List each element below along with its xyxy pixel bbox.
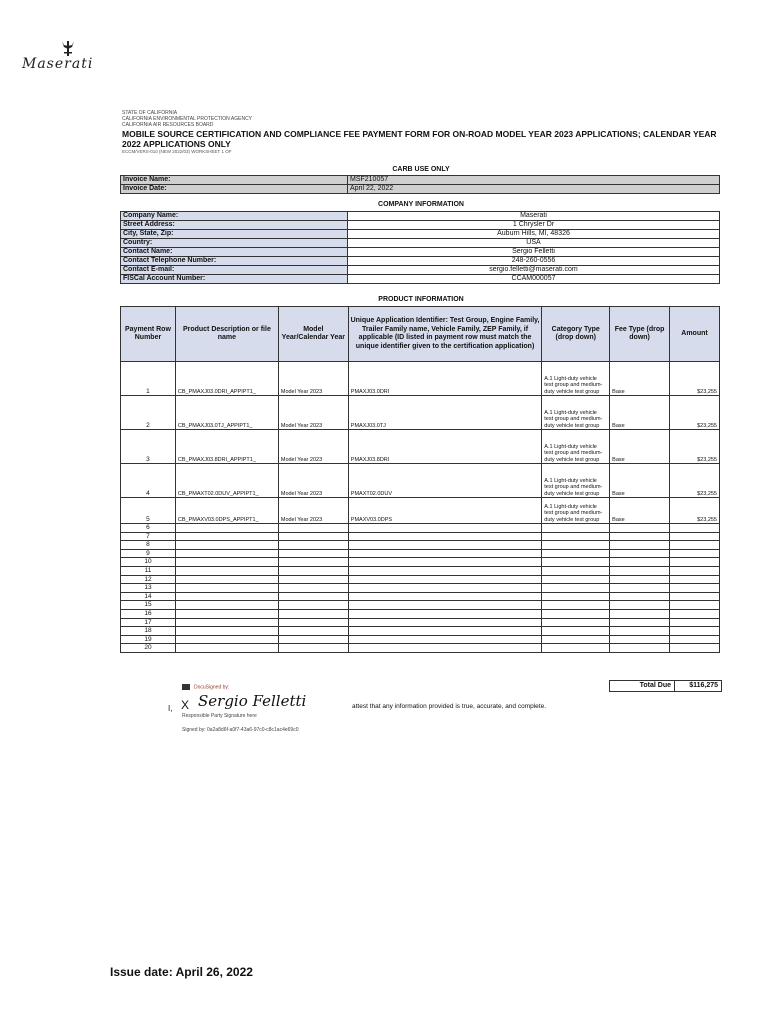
table-cell	[542, 601, 610, 610]
field-value: Sergio Felletti	[348, 248, 720, 257]
column-header: Model Year/Calendar Year	[278, 307, 348, 362]
docusign-text: DocuSigned by:	[194, 684, 230, 691]
field-label: Country:	[121, 239, 348, 248]
table-row	[121, 532, 720, 541]
table-cell: Base	[610, 498, 670, 524]
table-cell	[542, 524, 610, 533]
table-cell	[175, 601, 278, 610]
table-row	[121, 498, 720, 524]
table-cell	[670, 541, 720, 550]
table-cell: 14	[121, 592, 176, 601]
table-cell: Model Year 2023	[278, 362, 348, 396]
table-row	[121, 592, 720, 601]
field-label: City, State, Zip:	[121, 230, 348, 239]
table-cell	[175, 532, 278, 541]
table-cell	[670, 558, 720, 567]
table-cell	[542, 627, 610, 636]
table-cell	[278, 627, 348, 636]
table-cell: 3	[121, 430, 176, 464]
table-cell	[610, 627, 670, 636]
table-cell	[278, 609, 348, 618]
total-label: Total Due	[609, 680, 675, 692]
table-cell	[348, 566, 542, 575]
table-row	[121, 575, 720, 584]
table-cell: 13	[121, 584, 176, 593]
table-cell	[278, 524, 348, 533]
table-cell: Model Year 2023	[278, 498, 348, 524]
table-cell: CB_PMAXJ03.0TJ_APPIPT1_	[175, 396, 278, 430]
table-cell: 8	[121, 541, 176, 550]
table-cell	[610, 592, 670, 601]
table-cell: 2	[121, 396, 176, 430]
table-cell	[670, 584, 720, 593]
sign-x: X	[181, 698, 190, 712]
table-row	[121, 396, 720, 430]
table-cell	[670, 601, 720, 610]
table-cell	[348, 584, 542, 593]
column-header: Unique Application Identifier: Test Group, Engine Family, Trailer Family name, Vehicle Family, ZEP Family, if applicable (ID listed in payment row must match the unique identifier given to the certification application)	[348, 307, 542, 362]
field-value: MSF210057	[348, 176, 720, 185]
table-cell	[278, 575, 348, 584]
docusign-icon	[182, 684, 190, 690]
signed-by-id: Signed by: 0a2a8d6f-a0f7-43a6-97c0-c8c1ac4e69c0	[182, 727, 299, 733]
table-cell	[278, 558, 348, 567]
table-cell	[175, 549, 278, 558]
table-cell	[278, 549, 348, 558]
table-cell	[610, 566, 670, 575]
table-cell	[348, 524, 542, 533]
field-value: CCAM000057	[348, 275, 720, 284]
table-cell	[610, 558, 670, 567]
total-value: $116,275	[674, 680, 722, 692]
table-cell	[175, 592, 278, 601]
table-cell	[175, 609, 278, 618]
table-cell	[542, 584, 610, 593]
table-cell	[175, 566, 278, 575]
table-cell	[348, 627, 542, 636]
table-cell	[175, 584, 278, 593]
table-cell	[670, 627, 720, 636]
table-cell: Base	[610, 396, 670, 430]
table-cell: A.1 Light-duty vehicle test group and medium-duty vehicle test group	[542, 430, 610, 464]
field-label: Invoice Date:	[121, 185, 348, 194]
table-cell	[610, 549, 670, 558]
table-cell: CB_PMAXT02.0DUV_APPIPT1_	[175, 464, 278, 498]
table-cell	[542, 566, 610, 575]
field-label: Contact E-mail:	[121, 266, 348, 275]
field-label: Company Name:	[121, 212, 348, 221]
table-row	[121, 176, 720, 185]
table-cell	[348, 644, 542, 653]
table-cell: Model Year 2023	[278, 464, 348, 498]
table-row	[121, 221, 720, 230]
table-cell: 7	[121, 532, 176, 541]
logo-wordmark: Maserati	[22, 56, 94, 72]
table-cell	[610, 541, 670, 550]
table-cell	[542, 541, 610, 550]
field-value: Auburn Hills, MI, 48326	[348, 230, 720, 239]
table-row	[121, 464, 720, 498]
table-cell: $23,255	[670, 362, 720, 396]
table-cell	[348, 601, 542, 610]
column-header: Category Type (drop down)	[542, 307, 610, 362]
table-cell: CB_PMAXJ03.0DRI_APPIPT1_	[175, 362, 278, 396]
table-cell: 15	[121, 601, 176, 610]
table-row	[121, 584, 720, 593]
table-row	[121, 601, 720, 610]
table-cell: CB_PMAXV03.0DPS_APPIPT1_	[175, 498, 278, 524]
table-cell: A.1 Light-duty vehicle test group and medium-duty vehicle test group	[542, 498, 610, 524]
responsible-party-label: Responsible Party Signature here	[182, 713, 257, 719]
table-cell: PMAXJ03.0TJ	[348, 396, 542, 430]
table-row	[121, 558, 720, 567]
table-cell	[278, 635, 348, 644]
table-row	[121, 212, 720, 221]
table-cell: 18	[121, 627, 176, 636]
table-cell	[542, 592, 610, 601]
product-table-body	[121, 362, 720, 653]
agency-line: CALIFORNIA AIR RESOURCES BOARD	[122, 122, 214, 128]
table-row	[121, 430, 720, 464]
attest-text: attest that any information provided is true, accurate, and complete.	[352, 703, 547, 710]
table-cell	[278, 601, 348, 610]
table-row	[121, 230, 720, 239]
table-cell: A.1 Light-duty vehicle test group and medium-duty vehicle test group	[542, 396, 610, 430]
table-cell: PMAXV03.0DPS	[348, 498, 542, 524]
table-cell: Base	[610, 362, 670, 396]
table-cell	[175, 644, 278, 653]
table-cell	[542, 558, 610, 567]
table-cell	[610, 584, 670, 593]
table-cell: 6	[121, 524, 176, 533]
table-cell: 19	[121, 635, 176, 644]
table-cell: 17	[121, 618, 176, 627]
form-header	[122, 110, 722, 155]
table-cell	[348, 558, 542, 567]
table-row	[121, 566, 720, 575]
table-cell	[278, 566, 348, 575]
product-table	[120, 306, 720, 653]
table-cell	[670, 635, 720, 644]
handwritten-signature: Sergio Felletti	[198, 692, 307, 710]
table-cell	[670, 566, 720, 575]
table-cell	[670, 524, 720, 533]
table-cell: 10	[121, 558, 176, 567]
maserati-logo	[22, 38, 114, 74]
table-cell	[175, 575, 278, 584]
table-cell: Base	[610, 464, 670, 498]
field-value: sergio.felletti@maserati.com	[348, 266, 720, 275]
trident-icon	[22, 38, 114, 58]
table-header-row	[121, 307, 720, 362]
table-row	[121, 257, 720, 266]
table-cell	[670, 644, 720, 653]
table-row	[121, 524, 720, 533]
i-text: I,	[168, 704, 173, 713]
table-cell	[610, 575, 670, 584]
table-cell: 16	[121, 609, 176, 618]
table-cell: 1	[121, 362, 176, 396]
column-header: Amount	[670, 307, 720, 362]
table-cell	[175, 558, 278, 567]
table-cell	[542, 635, 610, 644]
column-header: Product Description or file name	[175, 307, 278, 362]
field-value: 1 Chrysler Dr	[348, 221, 720, 230]
table-cell: PMAXJ03.8DRI	[348, 430, 542, 464]
table-cell	[542, 644, 610, 653]
table-cell	[542, 575, 610, 584]
field-value: Maserati	[348, 212, 720, 221]
field-label: FISCal Account Number:	[121, 275, 348, 284]
table-cell	[348, 549, 542, 558]
field-label: Contact Telephone Number:	[121, 257, 348, 266]
table-cell	[542, 532, 610, 541]
table-cell	[610, 601, 670, 610]
table-cell: A.1 Light-duty vehicle test group and medium-duty vehicle test group	[542, 464, 610, 498]
table-row	[121, 239, 720, 248]
form-code: ECCM/VERS-010 (NEW 2022/03) WORKSHEET 1 OF	[122, 149, 232, 154]
table-row	[121, 185, 720, 194]
table-row	[121, 549, 720, 558]
table-cell	[278, 584, 348, 593]
table-row	[121, 627, 720, 636]
field-label: Contact Name:	[121, 248, 348, 257]
table-cell	[670, 549, 720, 558]
table-row	[121, 618, 720, 627]
table-cell	[348, 618, 542, 627]
table-cell	[610, 609, 670, 618]
agency-line: STATE OF CALIFORNIA	[122, 110, 178, 116]
table-row	[121, 635, 720, 644]
table-cell	[278, 618, 348, 627]
table-cell: Base	[610, 430, 670, 464]
table-cell	[278, 592, 348, 601]
table-cell: Model Year 2023	[278, 430, 348, 464]
table-row	[121, 609, 720, 618]
table-row	[121, 248, 720, 257]
table-cell	[670, 575, 720, 584]
table-cell: 11	[121, 566, 176, 575]
column-header: Fee Type (drop down)	[610, 307, 670, 362]
field-value: 248-260-0556	[348, 257, 720, 266]
table-cell: A.1 Light-duty vehicle test group and medium-duty vehicle test group	[542, 362, 610, 396]
table-cell: 9	[121, 549, 176, 558]
carb-table	[120, 175, 720, 194]
table-cell	[670, 532, 720, 541]
table-cell	[348, 592, 542, 601]
table-cell	[348, 541, 542, 550]
column-header: Payment Row Number	[121, 307, 176, 362]
table-cell: $23,255	[670, 464, 720, 498]
table-cell	[348, 635, 542, 644]
table-cell	[175, 635, 278, 644]
table-cell	[610, 644, 670, 653]
table-row	[121, 266, 720, 275]
field-label: Invoice Name:	[121, 176, 348, 185]
table-cell	[348, 609, 542, 618]
table-row	[121, 362, 720, 396]
field-value: April 22, 2022	[348, 185, 720, 194]
table-cell: 4	[121, 464, 176, 498]
docusign-label	[182, 684, 229, 690]
table-cell	[348, 575, 542, 584]
table-cell: PMAXJ03.0DRI	[348, 362, 542, 396]
table-row	[121, 541, 720, 550]
table-cell	[278, 541, 348, 550]
field-label: Street Address:	[121, 221, 348, 230]
table-cell: $23,255	[670, 430, 720, 464]
company-table	[120, 211, 720, 284]
table-cell	[278, 644, 348, 653]
table-cell	[670, 618, 720, 627]
company-heading: COMPANY INFORMATION	[378, 201, 464, 208]
table-cell: $23,255	[670, 396, 720, 430]
agency-line: CALIFORNIA ENVIRONMENTAL PROTECTION AGENCY	[122, 116, 253, 122]
table-cell	[175, 541, 278, 550]
product-heading: PRODUCT INFORMATION	[378, 296, 464, 303]
table-cell: 20	[121, 644, 176, 653]
table-cell: Model Year 2023	[278, 396, 348, 430]
table-cell	[175, 524, 278, 533]
issue-date: Issue date: April 26, 2022	[110, 965, 253, 979]
table-cell	[610, 532, 670, 541]
table-row	[121, 644, 720, 653]
table-row	[121, 275, 720, 284]
table-cell	[278, 532, 348, 541]
carb-heading: CARB USE ONLY	[392, 166, 450, 173]
table-cell	[348, 532, 542, 541]
table-cell: $23,255	[670, 498, 720, 524]
table-cell	[542, 549, 610, 558]
table-cell: CB_PMAXJ03.8DRI_APPIPT1_	[175, 430, 278, 464]
table-cell	[670, 609, 720, 618]
table-cell	[175, 618, 278, 627]
field-value: USA	[348, 239, 720, 248]
table-cell	[542, 618, 610, 627]
table-cell: 12	[121, 575, 176, 584]
form-title: MOBILE SOURCE CERTIFICATION AND COMPLIANCE FEE PAYMENT FORM FOR ON-ROAD MODEL YEAR 2023 APPLICATIONS; CALENDAR YEAR 2022 APPLICATIONS ONLY	[122, 129, 717, 149]
table-cell: PMAXT02.0DUV	[348, 464, 542, 498]
table-cell	[542, 609, 610, 618]
table-cell	[670, 592, 720, 601]
table-cell: 5	[121, 498, 176, 524]
table-cell	[610, 524, 670, 533]
table-cell	[175, 627, 278, 636]
table-cell	[610, 618, 670, 627]
table-cell	[610, 635, 670, 644]
